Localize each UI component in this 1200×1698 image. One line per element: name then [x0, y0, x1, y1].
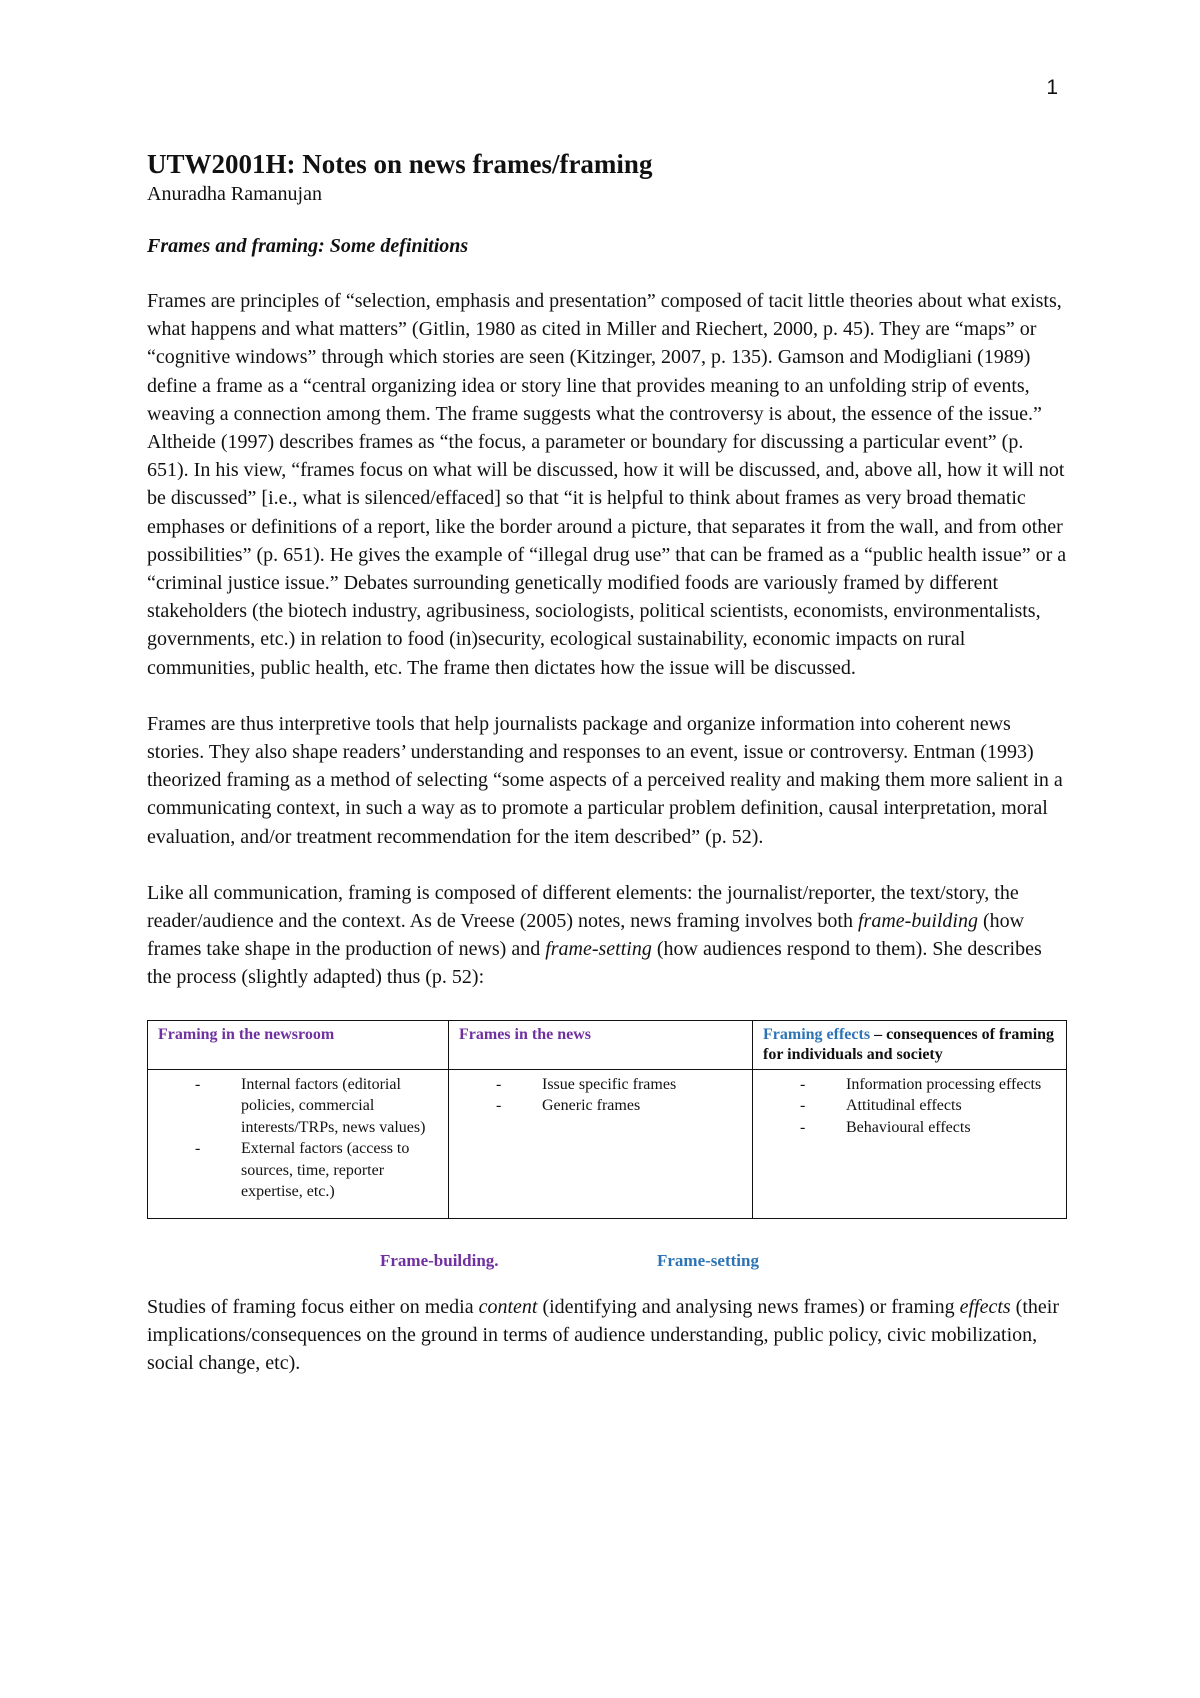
header-frames-in-news: Frames in the news	[449, 1020, 753, 1069]
author-name: Anuradha Ramanujan	[147, 183, 322, 205]
term-frame-building: frame-building	[858, 910, 978, 933]
list-item: - Information processing effects	[763, 1074, 1056, 1096]
document-title: UTW2001H: Notes on news frames/framing	[147, 149, 653, 179]
paragraph-definitions: Frames are principles of “selection, emphasis and presentation” composed of tacit little theories about what exists, what happens and what matters” (Gitlin, 1980 as cited in Miller and Riechert, 2000, p. 45). They are “maps” or “cognitive windows” through which stories are seen (Kitzinger, 2007, p. 135). Gamson and Modigliani (1989) define a frame as a “central organizing idea or story line that provides meaning to an unfolding strip of events, weaving a connection among them. The frame suggests what the controversy is about, the essence of the issue.” Altheide (1997) describes frames as “the focus, a parameter or boundary for discussing a particular event” (p. 651). In his view, “frames focus on what will be discussed, how it will be discussed, and, above all, how it will not be discussed” [i.e., what is silenced/effaced] so that “it is helpful to think about frames as very broad thematic emphases or definitions of a report, like the border around a picture, that separates it from the wall, and from other possibilities” (p. 651). He gives the example of “illegal drug use” that can be framed as a “public health issue” or a “criminal justice issue.” Debates surrounding genetically modified foods are variously framed by different stakeholders (the biotech industry, agribusiness, sociologists, political scientists, economists, environmentalists, governments, etc.) in relation to food (in)security, ecological sustainability, economic impacts on rural communities, public health, etc. The frame then dictates how the issue will be discussed.	[147, 290, 1067, 679]
frame-building-label: Frame-building.	[380, 1250, 499, 1270]
table-header-row	[148, 1020, 1067, 1069]
cell-news-frames	[449, 1069, 753, 1218]
list-item: - Generic frames	[459, 1095, 742, 1117]
cell-newsroom-factors	[148, 1069, 449, 1218]
term-frame-setting: frame-setting	[545, 938, 652, 961]
paragraph-studies: Studies of framing focus either on media content (identifying and analysing news frames) or framing effects (their implications/consequences on the ground in terms of audience understanding, public policy, civic mobilization, social change, etc).	[147, 1295, 1059, 1375]
list-item: - External factors (access to sources, time, reporter expertise, etc.)	[158, 1138, 438, 1203]
term-effects: effects	[959, 1295, 1011, 1318]
framing-process-table	[147, 1020, 1067, 1219]
header-framing-effects: Framing effects – consequences of framing for individuals and society	[753, 1020, 1067, 1069]
term-content: content	[478, 1295, 538, 1318]
table-body-row	[148, 1069, 1067, 1218]
list-item: - Behavioural effects	[763, 1117, 1056, 1139]
document-body	[147, 147, 1067, 1405]
paragraph-elements: Like all communication, framing is composed of different elements: the journalist/reporter, the text/story, the reader/audience and the context. As de Vreese (2005) notes, news framing involves both frame-building (how frames take shape in the production of news) and frame-setting (how audiences respond to them). She describes the process (slightly adapted) thus (p. 52):	[147, 881, 1042, 989]
page-number: 1	[1046, 76, 1058, 99]
cell-effects	[753, 1069, 1067, 1218]
list-item: - Attitudinal effects	[763, 1095, 1056, 1117]
process-labels	[147, 1219, 1067, 1283]
frame-setting-label: Frame-setting	[657, 1250, 759, 1270]
paragraph-interpretive-tools: Frames are thus interpretive tools that help journalists package and organize information into coherent news stories. They also shape readers’ understanding and responses to an event, issue or controversy. Entman (1993) theorized framing as a method of selecting “some aspects of a perceived reality and making them more salient in a communicating context, in such a way as to promote a particular problem definition, causal interpretation, moral evaluation, and/or treatment recommendation for the item described” (p. 52).	[147, 712, 1063, 848]
section-heading: Frames and framing: Some definitions	[147, 235, 469, 257]
list-item: - Internal factors (editorial policies, commercial interests/TRPs, news values)	[158, 1074, 438, 1139]
header-framing-in-newsroom: Framing in the newsroom	[148, 1020, 449, 1069]
list-item: - Issue specific frames	[459, 1074, 742, 1096]
